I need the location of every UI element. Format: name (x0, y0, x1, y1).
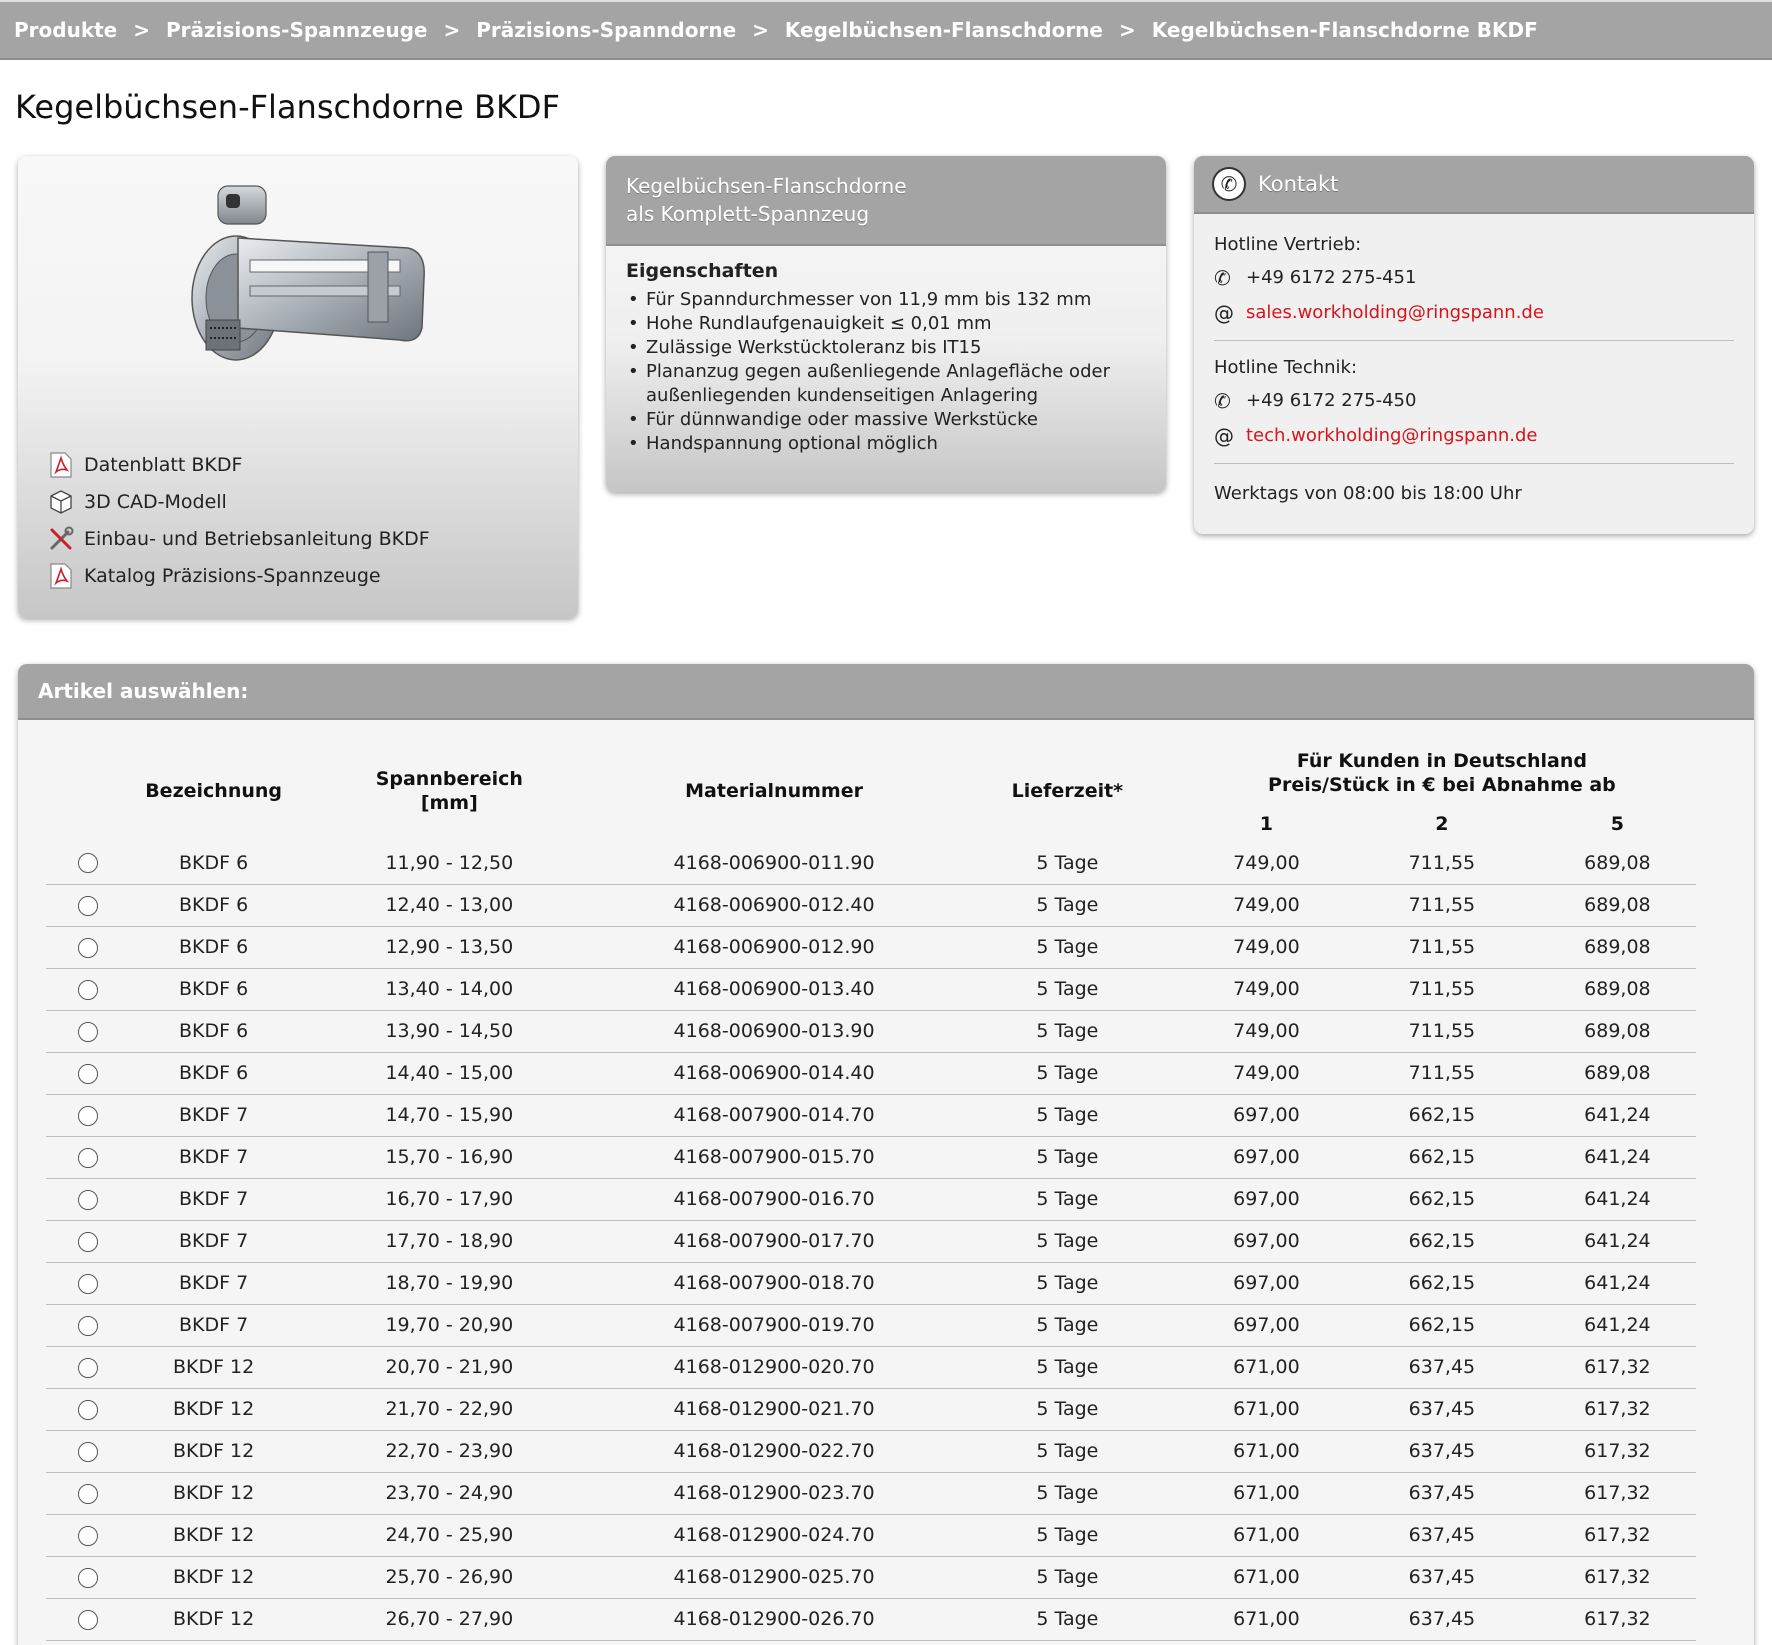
row-select-cell (46, 884, 130, 926)
cell-materialnummer: 4168-007900-014.70 (601, 1094, 947, 1136)
table-row[interactable] (46, 1304, 1696, 1346)
feature-item: • Für Spanndurchmesser von 11,9 mm bis 132 mm (626, 288, 1146, 312)
column-header-materialnummer: Materialnummer (685, 780, 863, 802)
cell-bezeichnung: BKDF 6 (130, 968, 298, 1010)
row-select-radio[interactable] (78, 1274, 98, 1294)
cell-spannbereich: 18,70 - 19,90 (297, 1262, 601, 1304)
cell-bezeichnung: BKDF 7 (130, 1262, 298, 1304)
cell-price-qty-5: 641,24 (1539, 1262, 1696, 1304)
feature-item: • Für dünnwandige oder massive Werkstücke (626, 408, 1146, 432)
cell-materialnummer: 4168-006900-014.40 (601, 1052, 947, 1094)
tech-hotline-label: Hotline Technik: (1214, 357, 1358, 378)
phone-icon: ✆ (1212, 167, 1246, 201)
cell-price-qty-2: 637,45 (1345, 1556, 1539, 1598)
row-select-radio[interactable] (78, 1316, 98, 1336)
article-table (46, 740, 1696, 1641)
row-select-cell (46, 1346, 130, 1388)
row-select-radio[interactable] (78, 1358, 98, 1378)
row-select-radio[interactable] (78, 1610, 98, 1630)
cell-price-qty-5: 689,08 (1539, 842, 1696, 884)
cell-price-qty-1: 671,00 (1188, 1472, 1345, 1514)
column-header-lieferzeit: Lieferzeit* (1011, 780, 1124, 802)
cell-price-qty-1: 749,00 (1188, 968, 1345, 1010)
table-row[interactable] (46, 842, 1696, 884)
tech-phone-line (1214, 383, 1734, 418)
cell-lieferzeit: 5 Tage (947, 1598, 1188, 1640)
breadcrumb-item-praezisions-spannzeuge[interactable]: Präzisions-Spannzeuge (166, 18, 428, 42)
download-label: Einbau- und Betriebsanleitung BKDF (84, 527, 430, 550)
cell-price-qty-1: 671,00 (1188, 1514, 1345, 1556)
column-header-line: Preis/Stück in € bei Abnahme ab (1268, 774, 1616, 796)
cell-price-qty-5: 617,32 (1539, 1514, 1696, 1556)
column-header-qty-1: 1 (1259, 813, 1274, 835)
column-header-qty-5: 5 (1610, 813, 1624, 835)
email-icon: @ (1214, 300, 1234, 325)
downloads-list (46, 446, 430, 594)
article-panel (18, 664, 1754, 1645)
row-select-radio[interactable] (78, 1106, 98, 1126)
cell-price-qty-5: 617,32 (1539, 1430, 1696, 1472)
cell-price-qty-5: 689,08 (1539, 884, 1696, 926)
breadcrumb-separator: > (443, 18, 461, 42)
row-select-radio[interactable] (78, 1232, 98, 1252)
cell-price-qty-2: 637,45 (1345, 1514, 1539, 1556)
table-row[interactable] (46, 1346, 1696, 1388)
cell-lieferzeit: 5 Tage (947, 1094, 1188, 1136)
features-body (606, 246, 1166, 470)
cell-price-qty-2: 637,45 (1345, 1346, 1539, 1388)
cell-price-qty-2: 637,45 (1345, 1598, 1539, 1640)
cell-price-qty-5: 641,24 (1539, 1094, 1696, 1136)
column-header-spacer (46, 806, 130, 842)
cell-spannbereich: 20,70 - 21,90 (297, 1346, 601, 1388)
cell-price-qty-5: 641,24 (1539, 1136, 1696, 1178)
cell-price-qty-5: 617,32 (1539, 1388, 1696, 1430)
row-select-cell (46, 1220, 130, 1262)
column-header-select (46, 740, 130, 806)
cell-lieferzeit: 5 Tage (947, 884, 1188, 926)
cell-spannbereich: 24,70 - 25,90 (297, 1514, 601, 1556)
row-select-cell (46, 1304, 130, 1346)
cell-bezeichnung: BKDF 7 (130, 1304, 298, 1346)
article-header (18, 664, 1754, 720)
cell-spannbereich: 13,40 - 14,00 (297, 968, 601, 1010)
cell-bezeichnung: BKDF 7 (130, 1094, 298, 1136)
column-header-price (1188, 740, 1696, 806)
cell-price-qty-5: 617,32 (1539, 1556, 1696, 1598)
sales-email-link[interactable]: sales.workholding@ringspann.de (1246, 302, 1544, 323)
cell-materialnummer: 4168-006900-012.90 (601, 926, 947, 968)
cell-spannbereich: 19,70 - 20,90 (297, 1304, 601, 1346)
breadcrumb-separator: > (752, 18, 769, 42)
cell-price-qty-5: 689,08 (1539, 1010, 1696, 1052)
cell-bezeichnung: BKDF 6 (130, 1052, 298, 1094)
sales-hotline-label: Hotline Vertrieb: (1214, 234, 1362, 255)
row-select-radio[interactable] (78, 853, 98, 873)
cube-icon (46, 487, 76, 517)
cell-materialnummer: 4168-012900-020.70 (601, 1346, 947, 1388)
cell-materialnummer: 4168-007900-017.70 (601, 1220, 947, 1262)
cell-price-qty-1: 671,00 (1188, 1430, 1345, 1472)
table-row[interactable] (46, 1010, 1696, 1052)
table-row[interactable] (46, 926, 1696, 968)
cell-price-qty-5: 641,24 (1539, 1178, 1696, 1220)
row-select-cell (46, 1010, 130, 1052)
cell-materialnummer: 4168-012900-026.70 (601, 1598, 947, 1640)
table-row[interactable] (46, 1262, 1696, 1304)
pdf-icon (46, 561, 76, 591)
cell-price-qty-5: 689,08 (1539, 1052, 1696, 1094)
cell-price-qty-2: 637,45 (1345, 1430, 1539, 1472)
cell-materialnummer: 4168-006900-013.40 (601, 968, 947, 1010)
download-label: 3D CAD-Modell (84, 490, 227, 513)
contact-header (1194, 156, 1754, 214)
features-header-line: Kegelbüchsen-Flanschdorne (626, 174, 907, 198)
breadcrumb-item-current: Kegelbüchsen-Flanschdorne BKDF (1151, 18, 1538, 42)
row-select-cell (46, 1598, 130, 1640)
table-row[interactable] (46, 1136, 1696, 1178)
row-select-cell (46, 1556, 130, 1598)
breadcrumb-item-kegelbuechsen-flanschdorne[interactable]: Kegelbüchsen-Flanschdorne (784, 18, 1103, 42)
cell-spannbereich: 13,90 - 14,50 (297, 1010, 601, 1052)
breadcrumb-item-praezisions-spanndorne[interactable]: Präzisions-Spanndorne (476, 18, 737, 42)
feature-item: • Handspannung optional möglich (626, 432, 1146, 456)
sales-email-line (1214, 295, 1734, 330)
cell-price-qty-2: 662,15 (1345, 1262, 1539, 1304)
cell-price-qty-2: 637,45 (1345, 1472, 1539, 1514)
table-row[interactable] (46, 1388, 1696, 1430)
page-title: Kegelbüchsen-Flanschdorne BKDF (15, 88, 560, 126)
product-panel (18, 156, 578, 618)
features-header-line: als Komplett-Spannzeug (626, 202, 870, 226)
feature-item: • Hohe Rundlaufgenauigkeit ≤ 0,01 mm (626, 312, 1146, 336)
cell-price-qty-5: 617,32 (1539, 1346, 1696, 1388)
contact-panel (1194, 156, 1754, 534)
cell-price-qty-2: 662,15 (1345, 1220, 1539, 1262)
cell-bezeichnung: BKDF 12 (130, 1514, 298, 1556)
cell-spannbereich: 11,90 - 12,50 (297, 842, 601, 884)
tech-email-link[interactable]: tech.workholding@ringspann.de (1246, 425, 1538, 446)
cell-lieferzeit: 5 Tage (947, 1052, 1188, 1094)
cell-price-qty-2: 711,55 (1345, 842, 1539, 884)
row-select-radio[interactable] (78, 938, 98, 958)
cell-bezeichnung: BKDF 7 (130, 1178, 298, 1220)
column-header-qty-2: 2 (1435, 813, 1449, 835)
phone-icon: ✆ (1214, 388, 1231, 413)
divider (1214, 340, 1734, 341)
cell-lieferzeit: 5 Tage (947, 968, 1188, 1010)
cell-price-qty-2: 662,15 (1345, 1178, 1539, 1220)
row-select-radio[interactable] (78, 1148, 98, 1168)
cell-price-qty-2: 662,15 (1345, 1304, 1539, 1346)
row-select-cell (46, 1514, 130, 1556)
cell-bezeichnung: BKDF 7 (130, 1220, 298, 1262)
cell-materialnummer: 4168-006900-013.90 (601, 1010, 947, 1052)
cell-spannbereich: 17,70 - 18,90 (297, 1220, 601, 1262)
cell-lieferzeit: 5 Tage (947, 926, 1188, 968)
row-select-cell (46, 1472, 130, 1514)
divider (1214, 463, 1734, 464)
table-row[interactable] (46, 1094, 1696, 1136)
row-select-radio[interactable] (78, 1526, 98, 1546)
cell-lieferzeit: 5 Tage (947, 842, 1188, 884)
cell-bezeichnung: BKDF 12 (130, 1346, 298, 1388)
cell-price-qty-1: 749,00 (1188, 926, 1345, 968)
table-row[interactable] (46, 1598, 1696, 1640)
table-row[interactable] (46, 1052, 1696, 1094)
features-panel (606, 156, 1166, 492)
row-select-cell (46, 1388, 130, 1430)
breadcrumb (0, 0, 1772, 60)
table-row[interactable] (46, 1514, 1696, 1556)
cell-bezeichnung: BKDF 12 (130, 1430, 298, 1472)
cell-price-qty-2: 711,55 (1345, 1010, 1539, 1052)
cell-bezeichnung: BKDF 6 (130, 884, 298, 926)
tools-icon (46, 524, 76, 554)
row-select-radio[interactable] (78, 896, 98, 916)
row-select-radio[interactable] (78, 1064, 98, 1084)
cell-bezeichnung: BKDF 6 (130, 926, 298, 968)
row-select-cell (46, 926, 130, 968)
download-label: Datenblatt BKDF (84, 453, 243, 476)
cell-lieferzeit: 5 Tage (947, 1010, 1188, 1052)
row-select-cell (46, 1136, 130, 1178)
cell-price-qty-5: 617,32 (1539, 1472, 1696, 1514)
download-datenblatt[interactable] (46, 446, 430, 483)
cell-spannbereich: 22,70 - 23,90 (297, 1430, 601, 1472)
cell-price-qty-1: 749,00 (1188, 884, 1345, 926)
cell-materialnummer: 4168-007900-019.70 (601, 1304, 947, 1346)
cell-price-qty-5: 641,24 (1539, 1220, 1696, 1262)
cell-price-qty-1: 697,00 (1188, 1136, 1345, 1178)
cell-materialnummer: 4168-006900-012.40 (601, 884, 947, 926)
table-row[interactable] (46, 1430, 1696, 1472)
feature-item: • Plananzug gegen außenliegende Anlagefläche oder außenliegenden kundenseitigen Anlagering (626, 360, 1146, 408)
cell-price-qty-1: 671,00 (1188, 1388, 1345, 1430)
cell-lieferzeit: 5 Tage (947, 1346, 1188, 1388)
features-list (626, 288, 1146, 456)
column-header-spannbereich (297, 740, 601, 842)
cell-materialnummer: 4168-012900-024.70 (601, 1514, 947, 1556)
row-select-radio[interactable] (78, 1022, 98, 1042)
email-icon: @ (1214, 423, 1234, 448)
breadcrumb-separator: > (1118, 18, 1136, 42)
cell-materialnummer: 4168-012900-023.70 (601, 1472, 947, 1514)
row-select-cell (46, 842, 130, 884)
cell-bezeichnung: BKDF 12 (130, 1556, 298, 1598)
cell-spannbereich: 23,70 - 24,90 (297, 1472, 601, 1514)
contact-body (1194, 214, 1754, 525)
cell-price-qty-2: 662,15 (1345, 1136, 1539, 1178)
cell-price-qty-2: 662,15 (1345, 1094, 1539, 1136)
table-row[interactable] (46, 968, 1696, 1010)
article-header-title: Artikel auswählen: (38, 679, 249, 703)
pdf-icon (46, 450, 76, 480)
cell-bezeichnung: BKDF 7 (130, 1136, 298, 1178)
cell-spannbereich: 15,70 - 16,90 (297, 1136, 601, 1178)
phone-icon: ✆ (1214, 265, 1231, 290)
cell-lieferzeit: 5 Tage (947, 1262, 1188, 1304)
product-image (178, 178, 438, 368)
cell-lieferzeit: 5 Tage (947, 1220, 1188, 1262)
table-row[interactable] (46, 1220, 1696, 1262)
row-select-radio[interactable] (78, 1484, 98, 1504)
cell-price-qty-1: 697,00 (1188, 1304, 1345, 1346)
cell-materialnummer: 4168-012900-025.70 (601, 1556, 947, 1598)
cell-price-qty-1: 697,00 (1188, 1262, 1345, 1304)
download-label: Katalog Präzisions-Spannzeuge (84, 564, 381, 587)
cell-price-qty-1: 671,00 (1188, 1346, 1345, 1388)
column-header-line: Spannbereich (375, 768, 523, 790)
row-select-cell (46, 968, 130, 1010)
cell-bezeichnung: BKDF 12 (130, 1598, 298, 1640)
feature-item: • Zulässige Werkstücktoleranz bis IT15 (626, 336, 1146, 360)
cell-bezeichnung: BKDF 6 (130, 842, 298, 884)
row-select-cell (46, 1262, 130, 1304)
breadcrumb-separator: > (133, 18, 151, 42)
cell-lieferzeit: 5 Tage (947, 1556, 1188, 1598)
column-header-line: [mm] (420, 792, 478, 814)
cell-spannbereich: 12,90 - 13,50 (297, 926, 601, 968)
row-select-radio[interactable] (78, 1442, 98, 1462)
cell-spannbereich: 21,70 - 22,90 (297, 1388, 601, 1430)
cell-price-qty-1: 749,00 (1188, 1010, 1345, 1052)
cell-price-qty-2: 711,55 (1345, 968, 1539, 1010)
cell-price-qty-5: 617,32 (1539, 1598, 1696, 1640)
table-row[interactable] (46, 884, 1696, 926)
office-hours: Werktags von 08:00 bis 18:00 Uhr (1214, 483, 1522, 504)
cell-spannbereich: 25,70 - 26,90 (297, 1556, 601, 1598)
cell-lieferzeit: 5 Tage (947, 1178, 1188, 1220)
tech-email-line (1214, 418, 1734, 453)
cell-spannbereich: 14,40 - 15,00 (297, 1052, 601, 1094)
table-row[interactable] (46, 1556, 1696, 1598)
sales-phone-line (1214, 260, 1734, 295)
cell-lieferzeit: 5 Tage (947, 1388, 1188, 1430)
cell-spannbereich: 16,70 - 17,90 (297, 1178, 601, 1220)
cell-materialnummer: 4168-007900-018.70 (601, 1262, 947, 1304)
breadcrumb-item-produkte[interactable]: Produkte (14, 18, 118, 42)
cell-price-qty-1: 749,00 (1188, 1052, 1345, 1094)
cell-price-qty-1: 697,00 (1188, 1220, 1345, 1262)
column-header-bezeichnung: Bezeichnung (145, 780, 282, 802)
cell-materialnummer: 4168-007900-016.70 (601, 1178, 947, 1220)
cell-materialnummer: 4168-007900-015.70 (601, 1136, 947, 1178)
cell-bezeichnung: BKDF 12 (130, 1388, 298, 1430)
cell-bezeichnung: BKDF 12 (130, 1472, 298, 1514)
cell-lieferzeit: 5 Tage (947, 1304, 1188, 1346)
cell-price-qty-5: 689,08 (1539, 926, 1696, 968)
table-row[interactable] (46, 1472, 1696, 1514)
cell-spannbereich: 14,70 - 15,90 (297, 1094, 601, 1136)
cell-spannbereich: 12,40 - 13,00 (297, 884, 601, 926)
column-header-line: Für Kunden in Deutschland (1296, 750, 1587, 772)
row-select-cell (46, 1430, 130, 1472)
cell-lieferzeit: 5 Tage (947, 1136, 1188, 1178)
cell-lieferzeit: 5 Tage (947, 1514, 1188, 1556)
contact-title: Kontakt (1258, 172, 1339, 196)
cell-lieferzeit: 5 Tage (947, 1430, 1188, 1472)
features-title: Eigenschaften (626, 260, 779, 282)
tech-phone[interactable]: +49 6172 275-450 (1246, 390, 1417, 411)
cell-spannbereich: 26,70 - 27,90 (297, 1598, 601, 1640)
cell-price-qty-1: 749,00 (1188, 842, 1345, 884)
table-row[interactable] (46, 1178, 1696, 1220)
row-select-cell (46, 1052, 130, 1094)
cell-price-qty-2: 637,45 (1345, 1388, 1539, 1430)
row-select-radio[interactable] (78, 980, 98, 1000)
cell-lieferzeit: 5 Tage (947, 1472, 1188, 1514)
row-select-radio[interactable] (78, 1568, 98, 1588)
row-select-cell (46, 1094, 130, 1136)
cell-price-qty-2: 711,55 (1345, 926, 1539, 968)
download-katalog[interactable] (46, 557, 430, 594)
cell-price-qty-1: 697,00 (1188, 1094, 1345, 1136)
row-select-cell (46, 1178, 130, 1220)
cell-bezeichnung: BKDF 6 (130, 1010, 298, 1052)
cell-price-qty-1: 671,00 (1188, 1556, 1345, 1598)
row-select-radio[interactable] (78, 1190, 98, 1210)
cell-price-qty-5: 689,08 (1539, 968, 1696, 1010)
cell-price-qty-2: 711,55 (1345, 1052, 1539, 1094)
cell-materialnummer: 4168-012900-022.70 (601, 1430, 947, 1472)
article-rows (46, 842, 1696, 1640)
cell-materialnummer: 4168-006900-011.90 (601, 842, 947, 884)
features-header (606, 156, 1166, 246)
cell-price-qty-2: 711,55 (1345, 884, 1539, 926)
download-anleitung[interactable] (46, 520, 430, 557)
cell-price-qty-5: 641,24 (1539, 1304, 1696, 1346)
cell-materialnummer: 4168-012900-021.70 (601, 1388, 947, 1430)
sales-phone[interactable]: +49 6172 275-451 (1246, 267, 1417, 288)
row-select-radio[interactable] (78, 1400, 98, 1420)
download-3d-cad[interactable] (46, 483, 430, 520)
cell-price-qty-1: 671,00 (1188, 1598, 1345, 1640)
cell-price-qty-1: 697,00 (1188, 1178, 1345, 1220)
